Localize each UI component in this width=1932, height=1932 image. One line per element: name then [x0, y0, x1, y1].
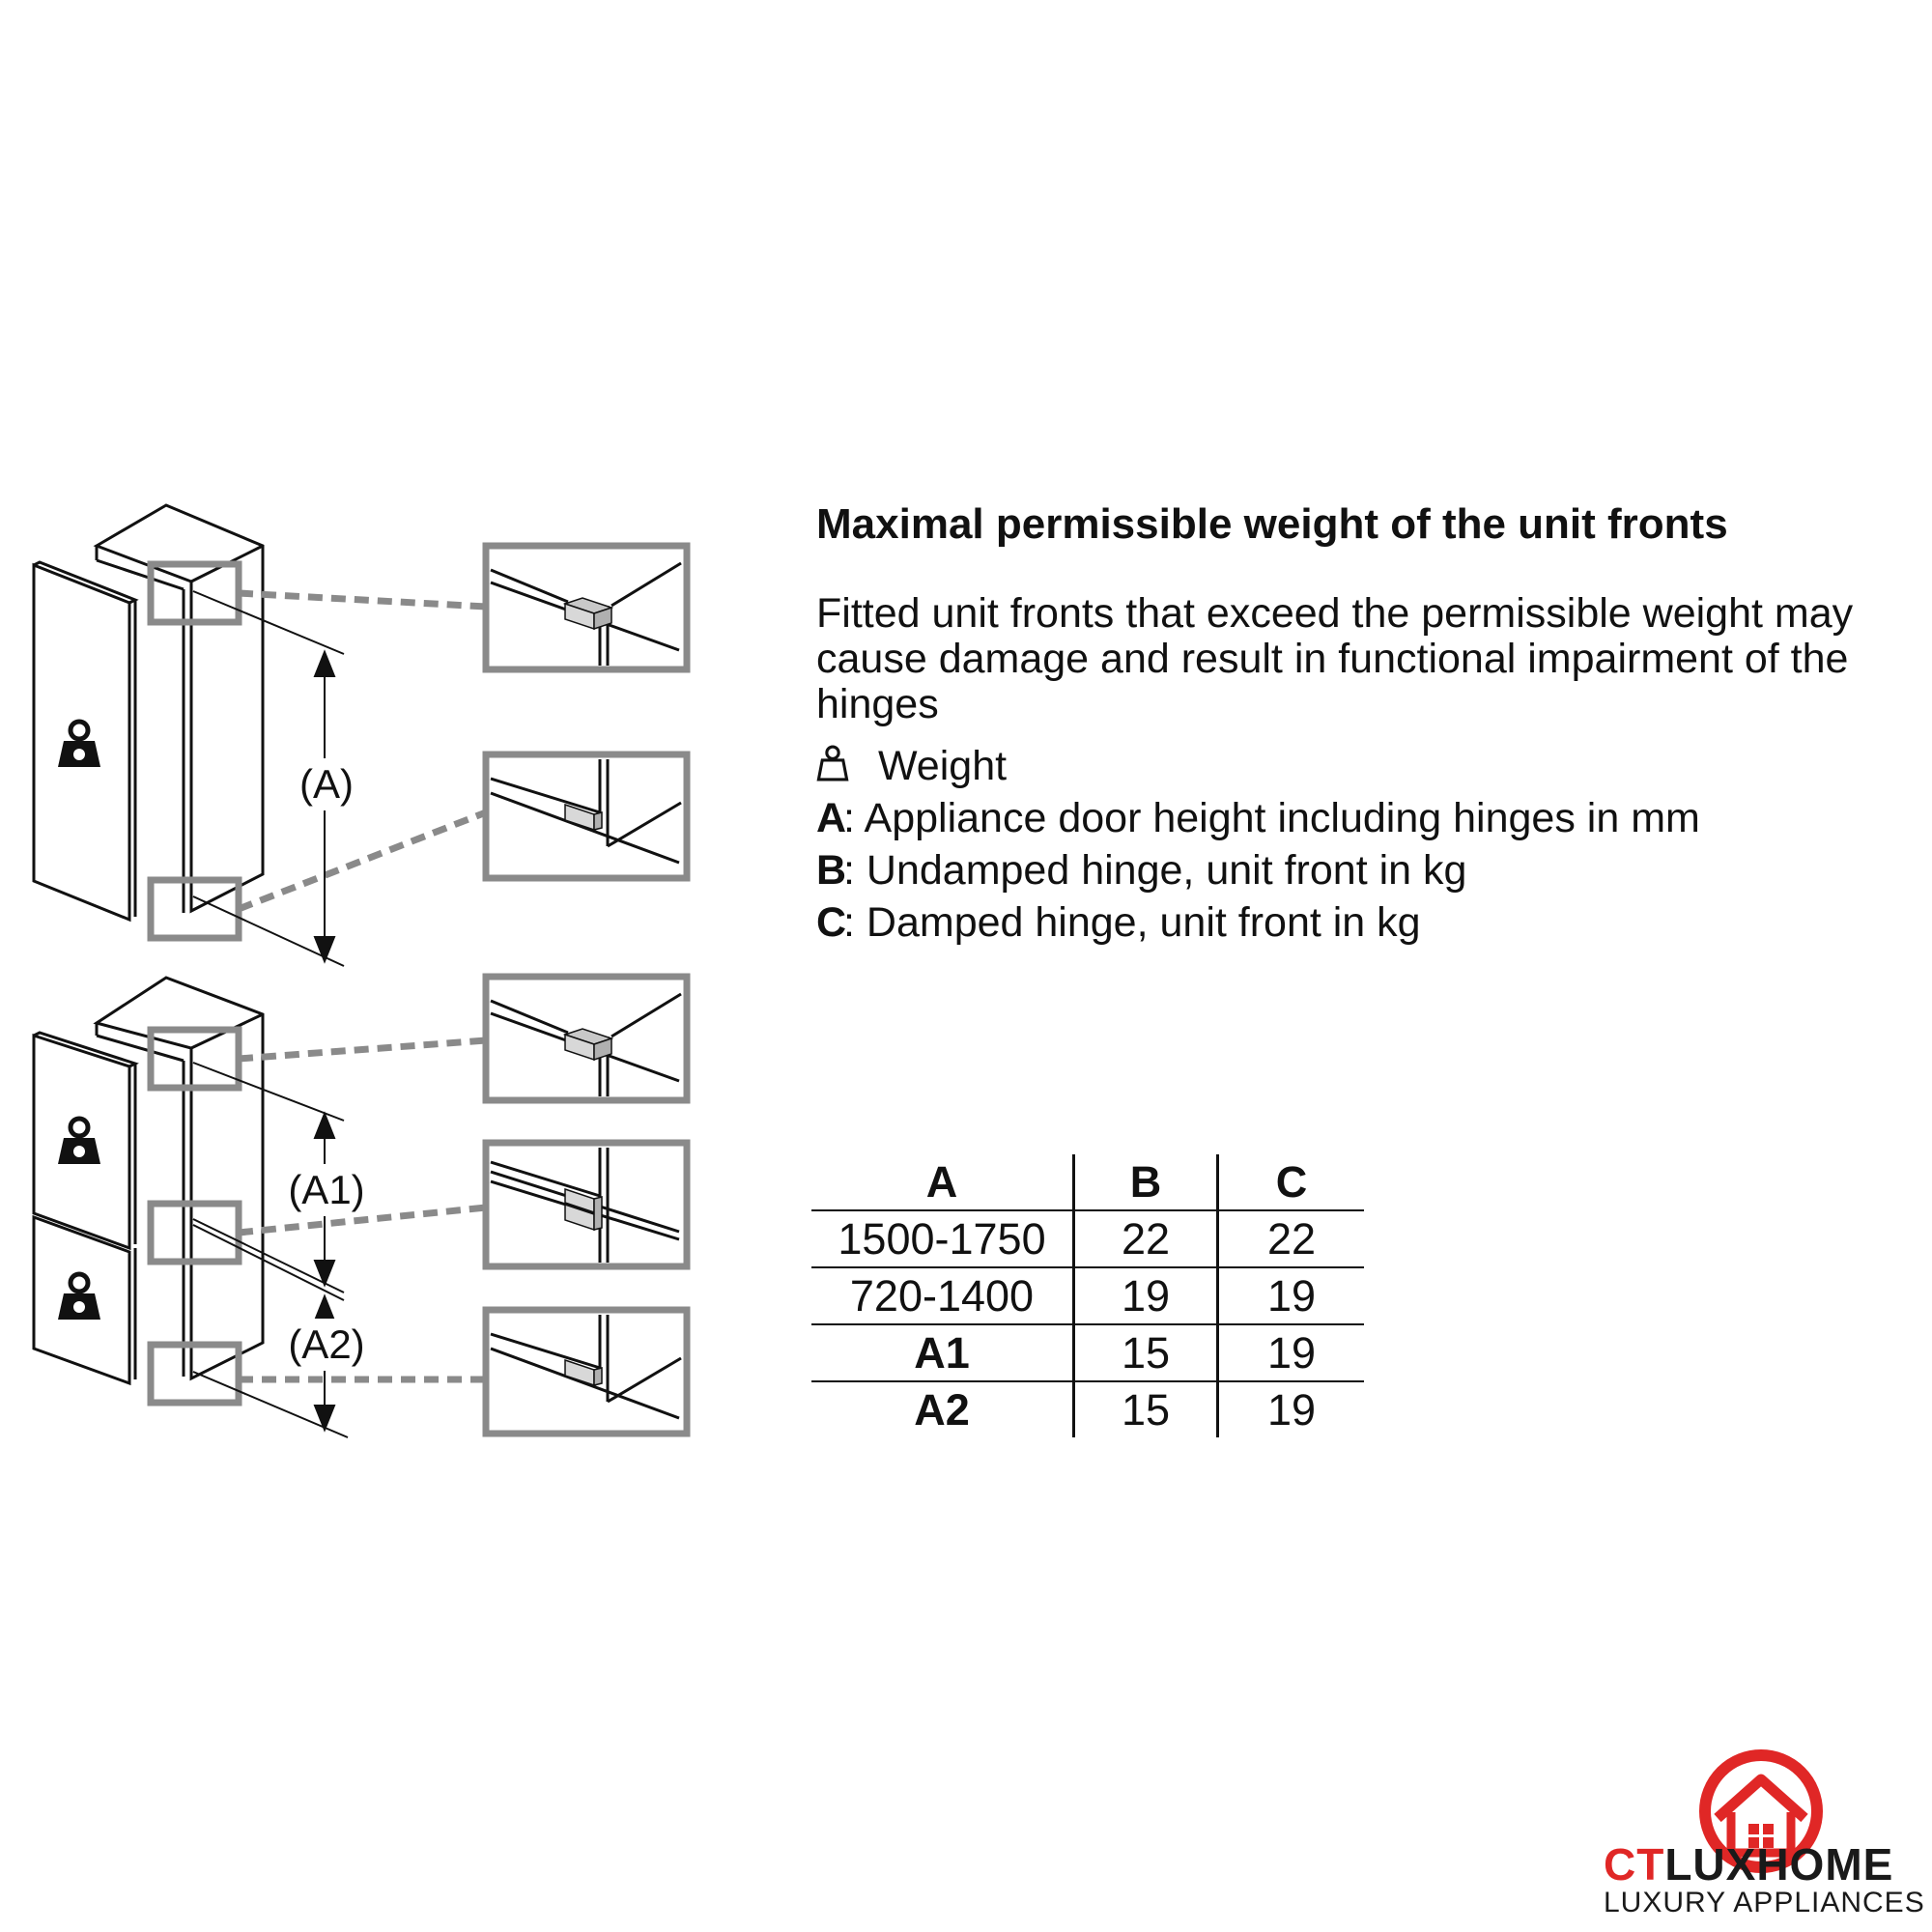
legend-item-a: A: Appliance door height including hinges in mm	[816, 792, 1700, 844]
brand-tagline: LUXURY APPLIANCES	[1604, 1887, 1925, 1918]
table-cell: 22	[1074, 1210, 1218, 1267]
table-cell: 15	[1074, 1381, 1218, 1437]
legend-text: Undamped hinge, unit front in kg	[866, 847, 1467, 894]
legend-key: A	[816, 795, 847, 841]
legend-text: Appliance door height including hinges in mm	[864, 795, 1700, 841]
table-cell: 19	[1218, 1267, 1365, 1324]
legend-text: Weight	[878, 743, 1008, 789]
legend-text: Damped hinge, unit front in kg	[866, 899, 1421, 946]
upper-door-front	[34, 1033, 135, 1248]
table-cell: 19	[1218, 1381, 1365, 1437]
table-cell: 19	[1074, 1267, 1218, 1324]
legend-key: B	[816, 847, 847, 894]
table-header-row	[811, 1154, 1364, 1210]
hinge-detail-bottom-1	[486, 754, 687, 878]
hinge-detail-middle-2	[486, 1143, 687, 1266]
table-row	[811, 1324, 1364, 1381]
legend-item-b: B: Undamped hinge, unit front in kg	[816, 844, 1700, 896]
table-cell: 22	[1218, 1210, 1365, 1267]
brand-name-part1: CT	[1604, 1839, 1665, 1889]
dimension-label-a2: (A2)	[288, 1321, 365, 1367]
table-cell: A2	[914, 1384, 970, 1435]
warning-description: Fitted unit fronts that exceed the permissible weight may cause damage and result in functional impairment of the hinges	[816, 590, 1854, 727]
single-door-front	[34, 562, 135, 920]
table-cell: 1500-1750	[811, 1210, 1074, 1267]
table-row	[811, 1267, 1364, 1324]
brand-name	[1604, 1838, 1893, 1890]
table-cell: 720-1400	[811, 1267, 1074, 1324]
table-cell: 19	[1218, 1324, 1365, 1381]
column-header-c: C	[1218, 1154, 1365, 1210]
legend-item-weight	[816, 740, 1700, 792]
column-header-a: A	[811, 1154, 1074, 1210]
legend-key: C	[816, 899, 847, 946]
brand-name-part2: LUXHOME	[1664, 1839, 1894, 1889]
table-cell: 15	[1074, 1324, 1218, 1381]
weight-table	[811, 1154, 1364, 1437]
weight-icon	[816, 743, 878, 795]
column-header-b: B	[1074, 1154, 1218, 1210]
hinge-detail-top-1	[486, 546, 687, 669]
table-cell: A1	[811, 1324, 1074, 1381]
legend-item-c: C: Damped hinge, unit front in kg	[816, 896, 1700, 949]
page-title: Maximal permissible weight of the unit fronts	[816, 500, 1728, 548]
table-row	[811, 1381, 1364, 1437]
dimension-label-a1: (A1)	[288, 1167, 365, 1212]
table-row	[811, 1210, 1364, 1267]
legend	[816, 740, 1700, 949]
hinge-detail-top-2	[486, 977, 687, 1100]
hinge-detail-bottom-2	[486, 1310, 687, 1434]
dimension-label-a: (A)	[299, 761, 354, 807]
